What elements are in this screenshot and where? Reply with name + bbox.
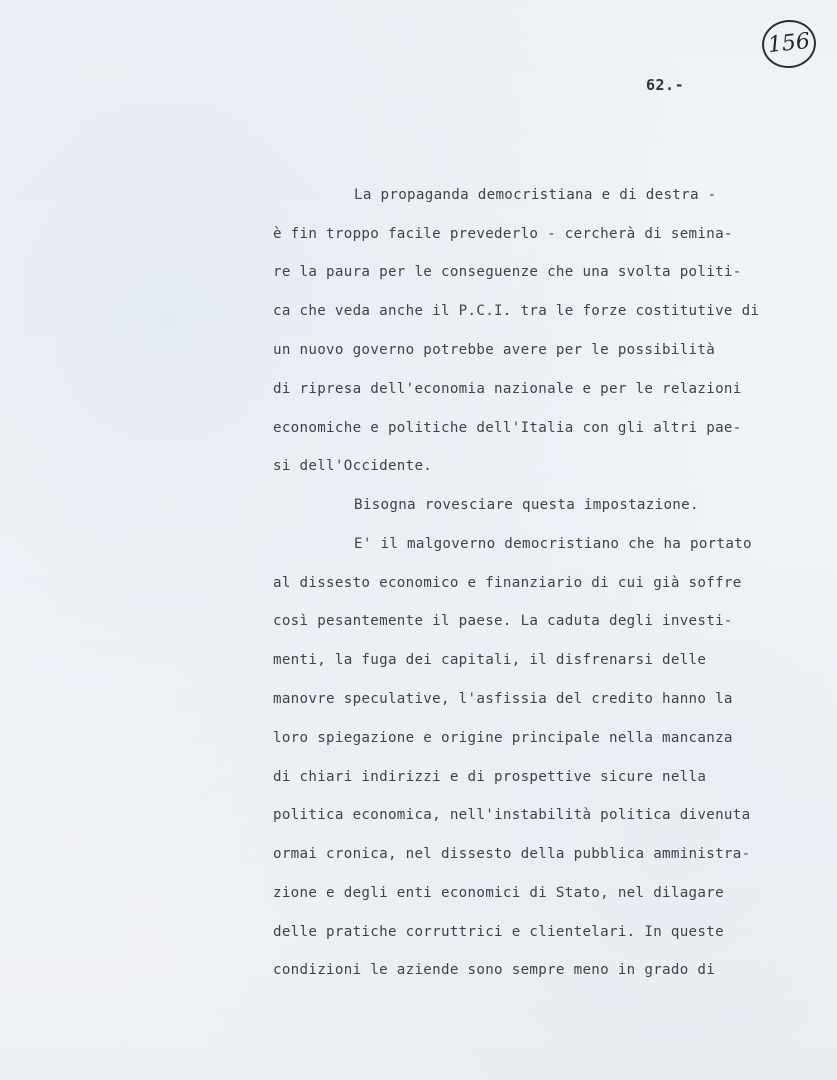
text-line: E' il malgoverno democristiano che ha portato — [354, 536, 752, 552]
text-line: La propaganda democristiana e di destra - — [354, 187, 717, 203]
text-line: re la paura per le conseguenze che una svolta politi- — [273, 264, 742, 280]
text-line: politica economica, nell'instabilità politica divenuta — [273, 807, 751, 823]
text-line: di chiari indirizzi e di prospettive sicure nella — [273, 769, 707, 785]
text-line: così pesantemente il paese. La caduta degli investi- — [273, 613, 733, 629]
text-line: si dell'Occidente. — [273, 458, 433, 474]
text-line: zione e degli enti economici di Stato, nel dilagare — [273, 885, 724, 901]
text-line: di ripresa dell'economia nazionale e per le relazioni — [273, 381, 742, 397]
text-line: ormai cronica, nel dissesto della pubblica amministra- — [273, 846, 751, 862]
text-line: delle pratiche corruttrici e clientelari. In queste — [273, 924, 724, 940]
text-line: manovre speculative, l'asfissia del credito hanno la — [273, 691, 733, 707]
text-line: è fin troppo facile prevederlo - cercherà di semina- — [273, 226, 733, 242]
text-line: menti, la fuga dei capitali, il disfrenarsi delle — [273, 652, 707, 668]
text-line: loro spiegazione e origine principale nella mancanza — [273, 730, 733, 746]
text-line: economiche e politiche dell'Italia con gli altri pae- — [273, 420, 742, 436]
text-line: al dissesto economico e finanziario di cui già soffre — [273, 575, 742, 591]
archive-number-stamp: 156 — [760, 17, 819, 70]
text-line: condizioni le aziende sono sempre meno in grado di — [273, 962, 716, 978]
text-line: Bisogna rovesciare questa impostazione. — [354, 497, 699, 513]
text-line: ca che veda anche il P.C.I. tra le forze costitutive di — [273, 303, 760, 319]
text-line: un nuovo governo potrebbe avere per le possibilità — [273, 342, 716, 358]
page-number: 62.- — [646, 76, 685, 94]
